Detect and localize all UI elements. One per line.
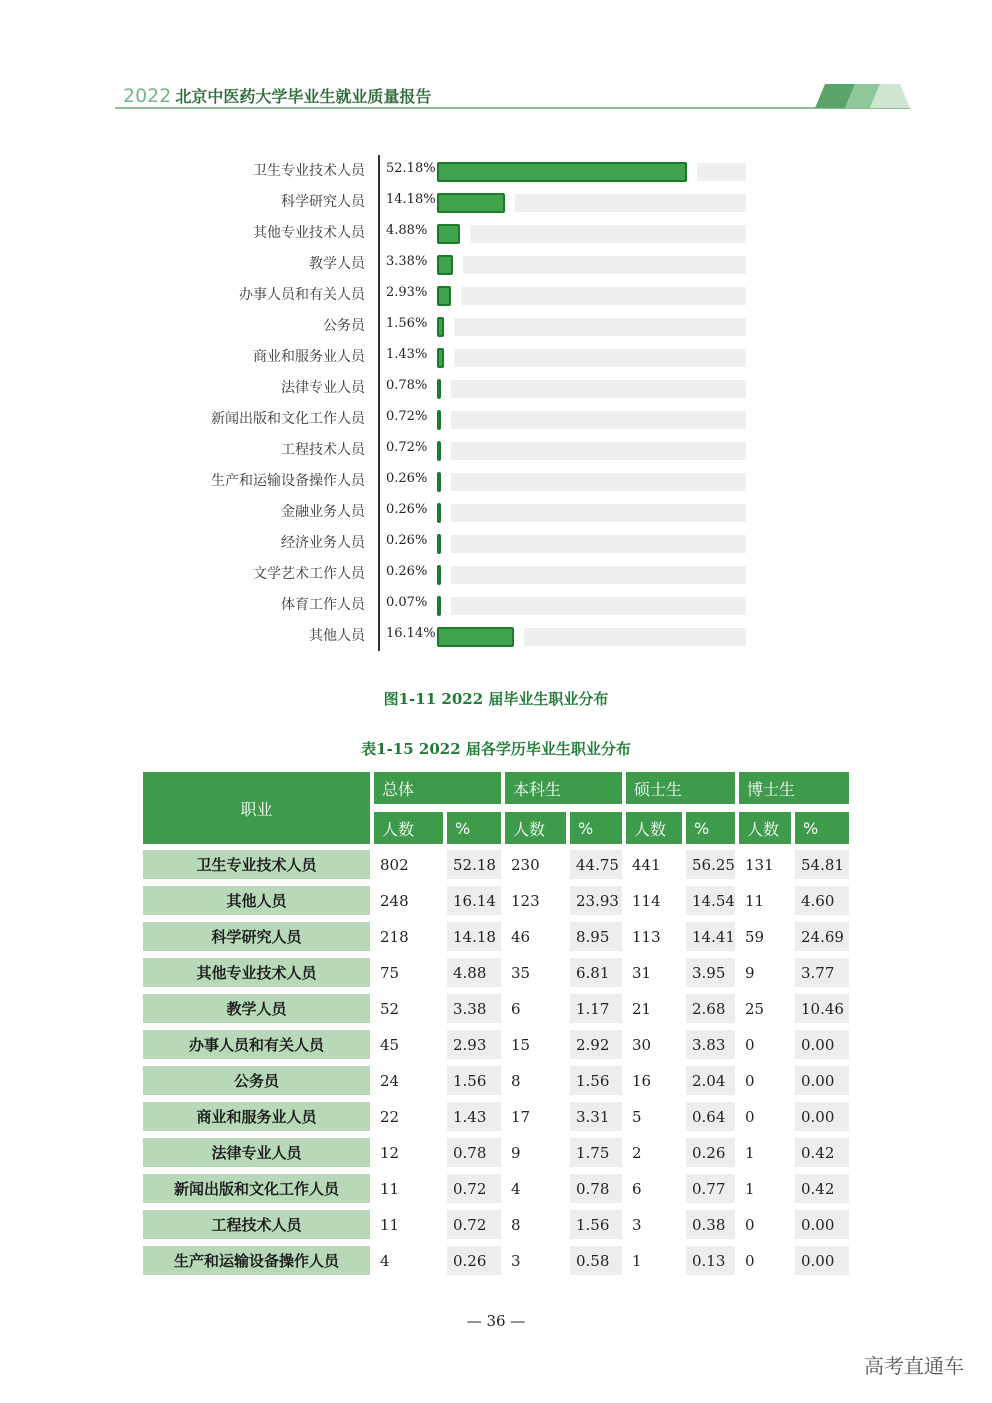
table-subheader: 人数 xyxy=(374,812,443,844)
table-cell: 3.77 xyxy=(795,958,849,987)
bar-row xyxy=(0,402,992,433)
table-cell: 230 xyxy=(505,850,566,879)
header-title-text: 北京中医药大学毕业生就业质量报告 xyxy=(175,87,432,106)
table-corner-header: 职业 xyxy=(143,772,370,844)
table-cell: 0 xyxy=(739,1066,791,1095)
bar-track xyxy=(437,504,746,522)
bar-row xyxy=(0,557,992,588)
bar-value-label: 16.14% xyxy=(386,626,436,641)
table-cell: 218 xyxy=(374,922,443,951)
table-cell: 30 xyxy=(626,1030,682,1059)
table-subheader: % xyxy=(570,812,622,844)
table-cell: 3 xyxy=(626,1210,682,1239)
table-cell: 0.72 xyxy=(447,1210,501,1239)
bar-row xyxy=(0,619,992,650)
bar-row xyxy=(0,309,992,340)
bar-value-label: 0.07% xyxy=(386,595,428,610)
table-group-header: 博士生 xyxy=(739,772,849,804)
table-subheader: % xyxy=(447,812,501,844)
table-cell: 31 xyxy=(626,958,682,987)
table-row-label: 办事人员和有关人员 xyxy=(143,1030,370,1059)
table-cell: 2.93 xyxy=(447,1030,501,1059)
table-cell: 3 xyxy=(505,1246,566,1275)
table-cell: 8.95 xyxy=(570,922,622,951)
bar-value-label: 2.93% xyxy=(386,285,428,300)
table-cell: 16 xyxy=(626,1066,682,1095)
bar-value-label: 1.43% xyxy=(386,347,428,362)
bar-track xyxy=(437,318,746,336)
table-cell: 3.38 xyxy=(447,994,501,1023)
bar-track xyxy=(437,473,746,491)
table-cell: 0 xyxy=(739,1210,791,1239)
bar xyxy=(437,348,444,368)
bar-row xyxy=(0,464,992,495)
table-cell: 0.00 xyxy=(795,1210,849,1239)
bar-category-label: 商业和服务业人员 xyxy=(253,349,365,365)
bar-track xyxy=(437,597,746,615)
occupation-bar-chart xyxy=(0,150,992,660)
bar xyxy=(437,596,441,616)
table-cell: 16.14 xyxy=(447,886,501,915)
bar xyxy=(437,410,441,430)
table-subheader: % xyxy=(686,812,735,844)
bar-category-label: 经济业务人员 xyxy=(281,535,365,551)
table-row-label: 科学研究人员 xyxy=(143,922,370,951)
bar-row xyxy=(0,495,992,526)
bar xyxy=(437,534,441,554)
bar-category-label: 金融业务人员 xyxy=(281,504,365,520)
table-cell: 44.75 xyxy=(570,850,622,879)
table-cell: 1.17 xyxy=(570,994,622,1023)
bar-row xyxy=(0,154,992,185)
table-cell: 0.00 xyxy=(795,1246,849,1275)
bar-category-label: 体育工作人员 xyxy=(281,597,365,613)
table-cell: 802 xyxy=(374,850,443,879)
bar-track xyxy=(437,287,746,305)
table-cell: 75 xyxy=(374,958,443,987)
table-cell: 1 xyxy=(739,1174,791,1203)
table-cell: 5 xyxy=(626,1102,682,1131)
table-cell: 0 xyxy=(739,1030,791,1059)
bar-track xyxy=(437,225,746,243)
table-row-label: 生产和运输设备操作人员 xyxy=(143,1246,370,1275)
table-cell: 24 xyxy=(374,1066,443,1095)
header-decoration-icon xyxy=(815,84,910,108)
table-row-label: 商业和服务业人员 xyxy=(143,1102,370,1131)
table-cell: 45 xyxy=(374,1030,443,1059)
bar-value-label: 0.72% xyxy=(386,409,428,424)
bar xyxy=(437,162,687,182)
bar-category-label: 生产和运输设备操作人员 xyxy=(211,473,365,489)
table-subheader: 人数 xyxy=(626,812,682,844)
table-cell: 8 xyxy=(505,1210,566,1239)
table-cell: 1 xyxy=(626,1246,682,1275)
table-cell: 1 xyxy=(739,1138,791,1167)
table-cell: 14.41 xyxy=(686,922,735,951)
bar-value-label: 0.26% xyxy=(386,471,428,486)
table-cell: 56.25 xyxy=(686,850,735,879)
table-cell: 0.26 xyxy=(686,1138,735,1167)
table-group-header: 硕士生 xyxy=(626,772,735,804)
table-cell: 0.00 xyxy=(795,1102,849,1131)
table-cell: 0.26 xyxy=(447,1246,501,1275)
table-cell: 23.93 xyxy=(570,886,622,915)
bar-value-label: 0.26% xyxy=(386,502,428,517)
table-row-label: 其他人员 xyxy=(143,886,370,915)
table-cell: 6 xyxy=(626,1174,682,1203)
table-cell: 6.81 xyxy=(570,958,622,987)
bar xyxy=(437,286,451,306)
table-cell: 0.13 xyxy=(686,1246,735,1275)
bar-row xyxy=(0,247,992,278)
table-row-label: 新闻出版和文化工作人员 xyxy=(143,1174,370,1203)
table-cell: 0 xyxy=(739,1102,791,1131)
bar-category-label: 工程技术人员 xyxy=(281,442,365,458)
bar xyxy=(437,224,460,244)
table-cell: 35 xyxy=(505,958,566,987)
table-cell: 1.56 xyxy=(570,1210,622,1239)
bar-category-label: 办事人员和有关人员 xyxy=(239,287,365,303)
bar-row xyxy=(0,433,992,464)
table-cell: 1.56 xyxy=(570,1066,622,1095)
bar-row xyxy=(0,526,992,557)
table-cell: 22 xyxy=(374,1102,443,1131)
table-group-header: 总体 xyxy=(374,772,501,804)
table-cell: 2.68 xyxy=(686,994,735,1023)
table-cell: 12 xyxy=(374,1138,443,1167)
bar-row xyxy=(0,340,992,371)
bar-category-label: 公务员 xyxy=(323,318,365,334)
table-cell: 441 xyxy=(626,850,682,879)
header-year: 2022 xyxy=(123,85,172,107)
table-cell: 11 xyxy=(374,1174,443,1203)
table-cell: 2.92 xyxy=(570,1030,622,1059)
bar-category-label: 科学研究人员 xyxy=(281,194,365,210)
table-row-label: 工程技术人员 xyxy=(143,1210,370,1239)
table-cell: 4.88 xyxy=(447,958,501,987)
bar-track xyxy=(437,442,746,460)
table-cell: 14.54 xyxy=(686,886,735,915)
bar-track xyxy=(437,566,746,584)
table-group-header: 本科生 xyxy=(505,772,622,804)
table-cell: 1.56 xyxy=(447,1066,501,1095)
table-cell: 123 xyxy=(505,886,566,915)
bar-row xyxy=(0,216,992,247)
bar-value-label: 52.18% xyxy=(386,161,436,176)
table-cell: 21 xyxy=(626,994,682,1023)
table-cell: 0.42 xyxy=(795,1174,849,1203)
bar xyxy=(437,193,505,213)
table-cell: 9 xyxy=(505,1138,566,1167)
bar xyxy=(437,255,453,275)
watermark: 高考直通车 xyxy=(864,1354,964,1378)
table-cell: 11 xyxy=(374,1210,443,1239)
bar-row xyxy=(0,278,992,309)
table-cell: 4 xyxy=(374,1246,443,1275)
bar xyxy=(437,565,441,585)
header-rule xyxy=(115,107,910,109)
bar-value-label: 0.72% xyxy=(386,440,428,455)
header-title xyxy=(123,84,431,107)
bar-row xyxy=(0,185,992,216)
bar-row xyxy=(0,588,992,619)
figure-caption: 图1-11 2022 届毕业生职业分布 xyxy=(383,690,609,708)
table-cell: 9 xyxy=(739,958,791,987)
bar-track xyxy=(437,411,746,429)
table-cell: 0.42 xyxy=(795,1138,849,1167)
bar-category-label: 新闻出版和文化工作人员 xyxy=(211,411,365,427)
bar-value-label: 1.56% xyxy=(386,316,428,331)
bar-category-label: 文学艺术工作人员 xyxy=(253,566,365,582)
bar-track xyxy=(437,380,746,398)
bar-track xyxy=(437,349,746,367)
table-cell: 4.60 xyxy=(795,886,849,915)
table-cell: 0.00 xyxy=(795,1066,849,1095)
table-cell: 54.81 xyxy=(795,850,849,879)
bar-value-label: 3.38% xyxy=(386,254,428,269)
table-cell: 1.75 xyxy=(570,1138,622,1167)
table-cell: 52.18 xyxy=(447,850,501,879)
bar-value-label: 0.26% xyxy=(386,564,428,579)
bar-category-label: 法律专业人员 xyxy=(281,380,365,396)
table-subheader: 人数 xyxy=(505,812,566,844)
table-cell: 0.77 xyxy=(686,1174,735,1203)
bar-value-label: 0.78% xyxy=(386,378,428,393)
table-cell: 15 xyxy=(505,1030,566,1059)
table-cell: 3.83 xyxy=(686,1030,735,1059)
table-cell: 2 xyxy=(626,1138,682,1167)
table-row-label: 其他专业技术人员 xyxy=(143,958,370,987)
bar xyxy=(437,441,441,461)
table-cell: 114 xyxy=(626,886,682,915)
bar xyxy=(437,472,441,492)
table-cell: 3.31 xyxy=(570,1102,622,1131)
table-subheader: 人数 xyxy=(739,812,791,844)
table-cell: 17 xyxy=(505,1102,566,1131)
bar-track xyxy=(437,535,746,553)
table-cell: 25 xyxy=(739,994,791,1023)
bar-track xyxy=(437,256,746,274)
table-cell: 0.64 xyxy=(686,1102,735,1131)
table-cell: 6 xyxy=(505,994,566,1023)
bar xyxy=(437,317,444,337)
table-cell: 8 xyxy=(505,1066,566,1095)
page-number: — 36 — xyxy=(466,1312,526,1330)
bar-value-label: 4.88% xyxy=(386,223,428,238)
table-cell: 52 xyxy=(374,994,443,1023)
table-row-label: 公务员 xyxy=(143,1066,370,1095)
table-row-label: 法律专业人员 xyxy=(143,1138,370,1167)
table-row-label: 教学人员 xyxy=(143,994,370,1023)
table-cell: 131 xyxy=(739,850,791,879)
table-cell: 0 xyxy=(739,1246,791,1275)
table-cell: 248 xyxy=(374,886,443,915)
table-cell: 0.78 xyxy=(570,1174,622,1203)
bar-value-label: 14.18% xyxy=(386,192,436,207)
table-cell: 3.95 xyxy=(686,958,735,987)
table-cell: 4 xyxy=(505,1174,566,1203)
bar xyxy=(437,379,441,399)
table-cell: 2.04 xyxy=(686,1066,735,1095)
bar-value-label: 0.26% xyxy=(386,533,428,548)
table-cell: 1.43 xyxy=(447,1102,501,1131)
bar-category-label: 教学人员 xyxy=(309,256,365,272)
table-row-label: 卫生专业技术人员 xyxy=(143,850,370,879)
bar-category-label: 其他人员 xyxy=(309,628,365,644)
table-cell: 14.18 xyxy=(447,922,501,951)
table-cell: 0.00 xyxy=(795,1030,849,1059)
bar xyxy=(437,503,441,523)
table-cell: 59 xyxy=(739,922,791,951)
table-cell: 0.78 xyxy=(447,1138,501,1167)
bar xyxy=(437,627,514,647)
bar-category-label: 卫生专业技术人员 xyxy=(253,163,365,179)
table-subheader: % xyxy=(795,812,849,844)
table-cell: 11 xyxy=(739,886,791,915)
table-cell: 0.58 xyxy=(570,1246,622,1275)
table-cell: 113 xyxy=(626,922,682,951)
table-cell: 0.38 xyxy=(686,1210,735,1239)
table-caption: 表1-15 2022 届各学历毕业生职业分布 xyxy=(361,740,631,758)
bar-row xyxy=(0,371,992,402)
page-header xyxy=(115,80,910,112)
table-cell: 10.46 xyxy=(795,994,849,1023)
table-cell: 46 xyxy=(505,922,566,951)
table-cell: 0.72 xyxy=(447,1174,501,1203)
table-cell: 24.69 xyxy=(795,922,849,951)
bar-category-label: 其他专业技术人员 xyxy=(253,225,365,241)
